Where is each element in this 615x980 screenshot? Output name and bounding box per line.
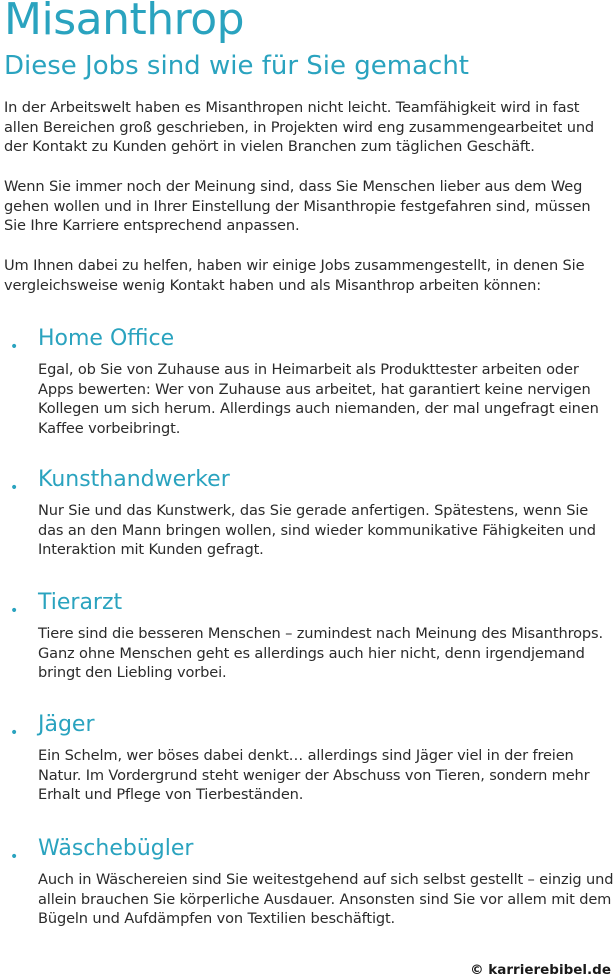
job-description: Tiere sind die besseren Menschen – zumindest nach Meinung des Misanthrops. Ganz ohne Menschen geht es allerdings auch hier nicht, denn irgendjemand bringt den Liebling vorbei. — [38, 625, 603, 682]
job-description: Ein Schelm, wer böses dabei denkt… allerdings sind Jäger viel in der freien Natur. Im Vordergrund steht weniger der Abschuss von Tieren, sondern mehr Erhalt und Pflege von Tierbeständen. — [38, 747, 590, 804]
intro-paragraph: In der Arbeitswelt haben es Misanthropen nicht leicht. Teamfähigkeit wird in fast allen Bereichen groß geschrieben, in Projekten wird eng zusammengearbeitet und der Kontakt zu Kunden gehört in vielen Branchen zum täglichen Geschäft. — [4, 99, 595, 156]
bullet-icon: • — [10, 725, 19, 741]
bullet-icon: • — [10, 603, 19, 619]
copyright-credit: © karrierebibel.de — [470, 962, 611, 978]
job-description: Nur Sie und das Kunstwerk, das Sie gerade anfertigen. Spätestens, wenn Sie das an den Mann bringen wollen, sind wieder kommunikative Fähigkeiten und Interaktion mit Kunden gefragt. — [38, 502, 596, 559]
job-description: Auch in Wäschereien sind Sie weitestgehend auf sich selbst gestellt – einzig und allein brauchen Sie körperliche Ausdauer. Ansonsten sind Sie vor allem mit dem Bügeln und Aufdämpfen von Textilien beschäftigt. — [38, 871, 614, 928]
intro-paragraph: Wenn Sie immer noch der Meinung sind, dass Sie Menschen lieber aus dem Weg gehen wollen und in Ihrer Einstellung der Misanthropie festgefahren sind, müssen Sie Ihre Karriere entsprechend anpassen. — [4, 178, 591, 235]
page-title: Misanthrop — [4, 0, 245, 45]
bullet-icon: • — [10, 480, 19, 496]
intro-paragraph: Um Ihnen dabei zu helfen, haben wir einige Jobs zusammengestellt, in denen Sie vergleichsweise wenig Kontakt haben und als Misanthrop arbeiten können: — [4, 257, 585, 294]
bullet-icon: • — [10, 339, 19, 355]
job-title: Home Office — [38, 326, 175, 351]
job-title: Kunsthandwerker — [38, 467, 230, 492]
job-description: Egal, ob Sie von Zuhause aus in Heimarbeit als Produkttester arbeiten oder Apps bewerten: Wer von Zuhause aus arbeitet, hat garantiert keine nervigen Kollegen um sich herum. Allerdings auch niemanden, der mal ungefragt einen Kaffee vorbeibringt. — [38, 361, 599, 438]
job-title: Tierarzt — [38, 590, 123, 615]
job-title: Wäschebügler — [38, 836, 194, 861]
page-subtitle: Diese Jobs sind wie für Sie gemacht — [4, 51, 470, 81]
job-title: Jäger — [38, 712, 95, 737]
bullet-icon: • — [10, 849, 19, 865]
